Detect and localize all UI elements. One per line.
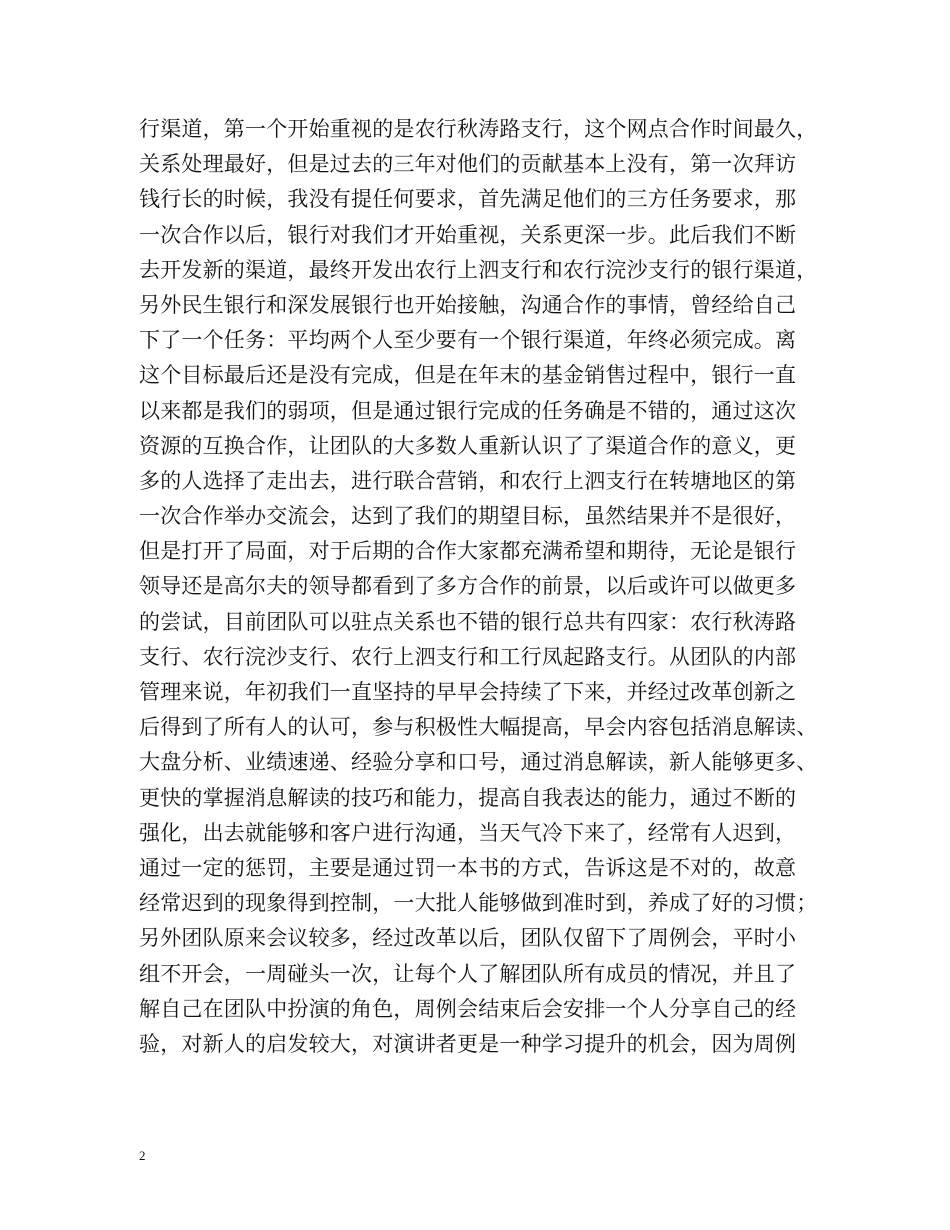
text-line: 关系处理最好，但是过去的三年对他们的贡献基本上没有，第一次拜访 — [139, 152, 797, 177]
text-line: 验，对新人的启发较大，对演讲者更是一种学习提升的机会，因为周例 — [139, 1031, 797, 1056]
text-line: 一次合作以后，银行对我们才开始重视，关系更深一步。此后我们不断 — [139, 222, 797, 247]
text-line: 资源的互换合作，让团队的大多数人重新认识了了渠道合作的意义，更 — [139, 433, 797, 458]
text-line: 去开发新的渠道，最终开发出农行上泗支行和农行浣沙支行的银行渠道， — [139, 257, 818, 282]
text-line: 行渠道，第一个开始重视的是农行秋涛路支行，这个网点合作时间最久， — [139, 117, 818, 141]
text-line: 后得到了所有人的认可，参与积极性大幅提高，早会内容包括消息解读、 — [139, 715, 818, 740]
text-line: 领导还是高尔夫的领导都看到了多方合作的前景，以后或许可以做更多 — [139, 574, 797, 599]
text-line: 组不开会，一周碰头一次，让每个人了解团队所有成员的情况，并且了 — [139, 961, 797, 986]
page-number: 2 — [139, 1148, 146, 1163]
text-line: 下了一个任务：平均两个人至少要有一个银行渠道，年终必须完成。离 — [139, 328, 797, 353]
text-line: 通过一定的惩罚，主要是通过罚一本书的方式，告诉这是不对的，故意 — [139, 855, 797, 880]
text-line: 支行、农行浣沙支行、农行上泗支行和工行凤起路支行。从团队的内部 — [139, 644, 797, 669]
text-line: 更快的掌握消息解读的技巧和能力，提高自我表达的能力，通过不断的 — [139, 785, 797, 810]
text-line: 一次合作举办交流会，达到了我们的期望目标，虽然结果并不是很好， — [139, 504, 797, 529]
text-line: 大盘分析、业绩速递、经验分享和口号，通过消息解读，新人能够更多、 — [139, 750, 818, 775]
text-line: 解自己在团队中扮演的角色，周例会结束后会安排一个人分享自己的经 — [139, 996, 797, 1021]
text-line: 但是打开了局面，对于后期的合作大家都充满希望和期待，无论是银行 — [139, 539, 797, 564]
text-line: 以来都是我们的弱项，但是通过银行完成的任务确是不错的，通过这次 — [139, 398, 797, 423]
text-line: 管理来说，年初我们一直坚持的早早会持续了下来，并经过改革创新之 — [139, 680, 797, 704]
text-line: 另外民生银行和深发展银行也开始接触，沟通合作的事情，曾经给自己 — [139, 292, 797, 317]
text-line: 多的人选择了走出去，进行联合营销，和农行上泗支行在转塘地区的第 — [139, 468, 797, 493]
body-text — [139, 112, 839, 1062]
text-line: 另外团队原来会议较多，经过改革以后，团队仅留下了周例会，平时小 — [139, 926, 797, 951]
text-line: 强化，出去就能够和客户进行沟通，当天气冷下来了，经常有人迟到， — [139, 820, 797, 845]
text-line: 这个目标最后还是没有完成，但是在年末的基金销售过程中，银行一直 — [139, 363, 797, 388]
text-line: 的尝试，目前团队可以驻点关系也不错的银行总共有四家：农行秋涛路 — [139, 609, 797, 634]
text-line: 钱行长的时候，我没有提任何要求，首先满足他们的三方任务要求，那 — [139, 187, 797, 212]
text-line: 经常迟到的现象得到控制，一大批人能够做到准时到，养成了好的习惯； — [139, 891, 818, 916]
